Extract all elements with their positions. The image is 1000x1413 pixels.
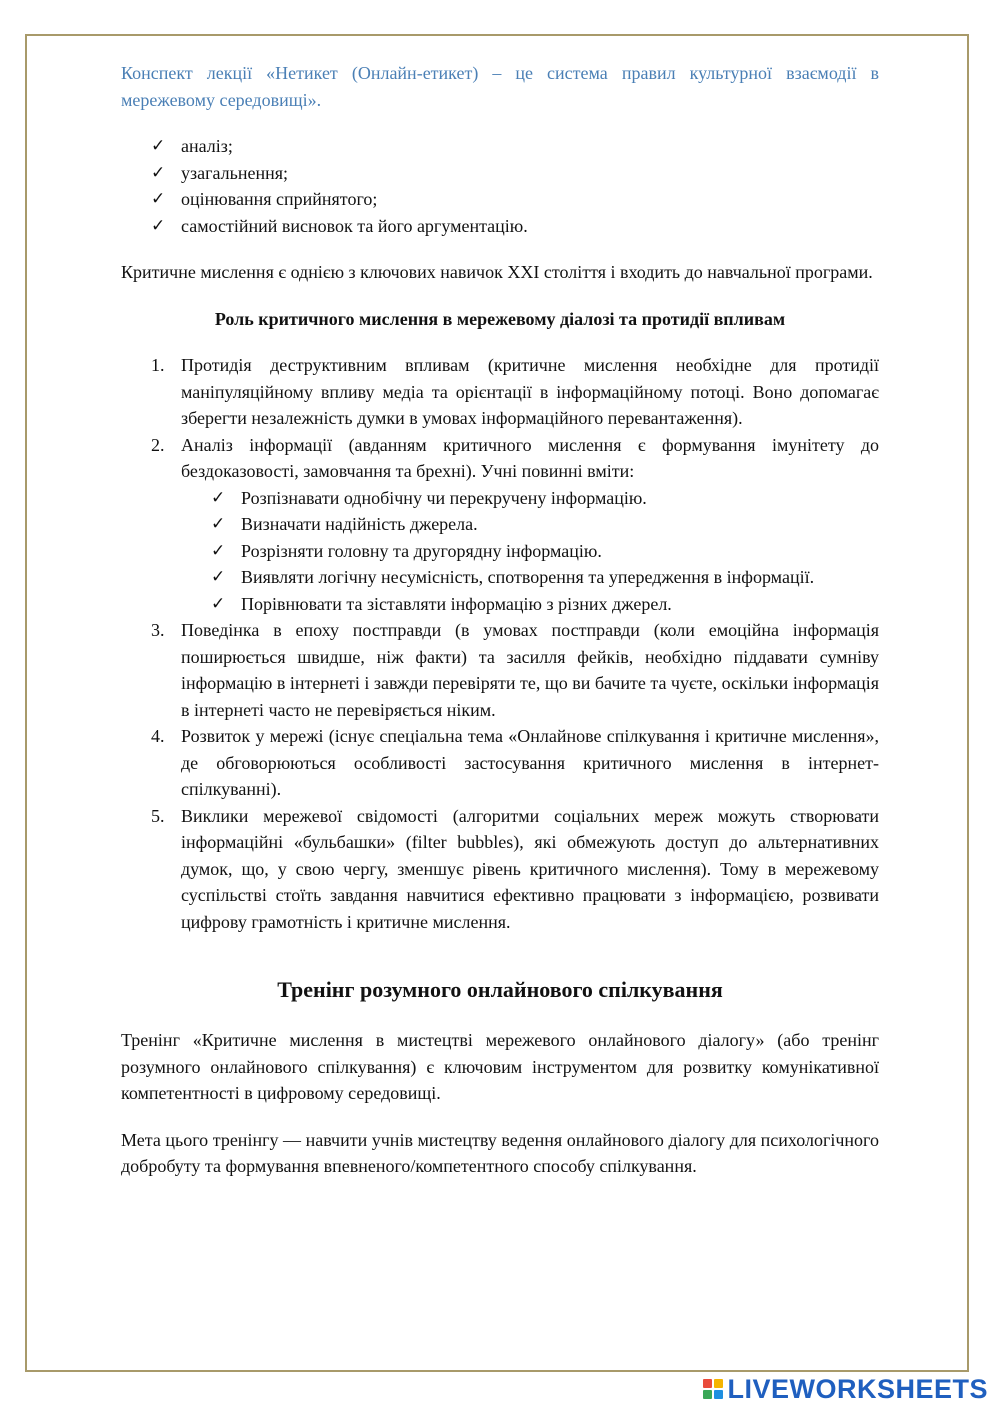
checkmark-icon: ✓ xyxy=(211,567,226,587)
logo-tile xyxy=(714,1390,723,1399)
training-section-title: Тренінг розумного онлайнового спілкування xyxy=(277,977,723,1002)
checkmark-icon: ✓ xyxy=(211,514,226,534)
list-item: ✓ самостійний висновок та його аргументацію. xyxy=(151,213,879,240)
checkmark-icon: ✓ xyxy=(211,540,226,561)
item-number: 2. xyxy=(151,434,165,455)
document-body xyxy=(121,60,879,1200)
checkmark-icon: ✓ xyxy=(151,136,166,156)
item-text: Протидія деструктивним впливам (критичне мислення необхідне для протидії маніпуляційному впливу медіа та орієнтації в інформаційному потоці. Воно допомагає зберегти незалежність думки в умовах інформаційного перевантаження). xyxy=(181,355,879,428)
list-item: ✓ Розпізнавати однобічну чи перекручену інформацію. xyxy=(211,485,879,512)
liveworksheets-logo-icon xyxy=(703,1379,723,1399)
skills-checklist xyxy=(181,485,879,618)
role-list xyxy=(121,352,879,935)
item-number: 3. xyxy=(151,620,165,640)
critical-thinking-paragraph: Критичне мислення є однією з ключових навичок XXI століття і входить до навчальної програми. xyxy=(121,262,873,282)
numbered-item-2 xyxy=(121,432,879,618)
list-item: ✓ Порівнювати та зіставляти інформацію з різних джерел. xyxy=(211,591,879,618)
list-item: ✓ Визначати надійність джерела. xyxy=(211,511,879,538)
training-paragraph: Тренінг «Критичне мислення в мистецтві мережевого онлайнового діалогу» (або тренінг розумного онлайнового спілкування) є ключовим інструментом для розвитку комунікативної компетентності в цифровому середовищі. xyxy=(121,1030,879,1103)
item-text: Аналіз інформації (авданням критичного мислення є формування імунітету до бездоказовості, замовчання та брехні). Учні повинні вміти: xyxy=(181,434,879,481)
checkmark-icon: ✓ xyxy=(211,487,226,508)
numbered-item-1 xyxy=(121,352,879,432)
item-text: Розвиток у мережі (існує спеціальна тема «Онлайнове спілкування і критичне мислення», де обговорюються особливості застосування критичного мислення в інтернет-спілкуванні). xyxy=(181,726,879,799)
list-item: ✓ Виявляти логічну несумісність, спотворення та упередження в інформації. xyxy=(211,564,879,591)
logo-tile xyxy=(714,1379,723,1388)
numbered-item-4 xyxy=(121,723,879,803)
item-number: 4. xyxy=(151,726,165,746)
lecture-note-title: Конспект лекції «Нетикет (Онлайн-етикет) – це система правил культурної взаємодії в мережевому середовищі». xyxy=(121,63,879,110)
item-text: Поведінка в епоху постправди (в умовах постправди (коли емоційна інформація поширюється швидше, ніж факти) та засилля фейків, необхідно піддавати сумніву інформацію в інтернеті і завжди перевіряти те, що ви бачите та чуєте, оскільки інформація в інтернеті часто не перевіряється ніким. xyxy=(181,620,880,720)
checkmark-icon: ✓ xyxy=(151,189,166,209)
item-number: 5. xyxy=(151,805,165,826)
checkmark-icon: ✓ xyxy=(211,593,226,614)
intro-checklist xyxy=(151,133,879,239)
checkmark-icon: ✓ xyxy=(151,162,166,183)
logo-tile xyxy=(703,1390,712,1399)
item-number: 1. xyxy=(151,355,165,375)
logo-tile xyxy=(703,1379,712,1388)
list-item: ✓ узагальнення; xyxy=(151,160,879,187)
watermark-text: LIVEWORKSHEETS xyxy=(727,1373,988,1404)
numbered-item-3 xyxy=(121,617,879,723)
liveworksheets-watermark[interactable] xyxy=(703,1373,988,1405)
list-item: ✓ оцінювання сприйнятого; xyxy=(151,186,879,213)
role-section-heading: Роль критичного мислення в мережевому діалозі та протидії впливам xyxy=(214,308,786,329)
list-item: ✓ Розрізняти головну та другорядну інформацію. xyxy=(211,538,879,565)
goal-paragraph: Мета цього тренінгу — навчити учнів мистецтву ведення онлайнового діалогу для психологічного добробуту та формування впевненого/компетентного способу спілкування. xyxy=(121,1129,879,1176)
checkmark-icon: ✓ xyxy=(151,215,166,236)
list-item: ✓ аналіз; xyxy=(151,133,879,160)
numbered-item-5 xyxy=(121,803,879,936)
item-text: Виклики мережевої свідомості (алгоритми соціальних мереж можуть створювати інформаційні «бульбашки» (filter bubbles), які обмежують доступ до альтернативних думок, що, у свою чергу, зменшує рівень критичного мислення). Тому в мережевому суспільстві стоїть завдання навчитися ефективно працювати з інформацією, розвивати цифрову грамотність і критичне мислення. xyxy=(181,805,879,932)
